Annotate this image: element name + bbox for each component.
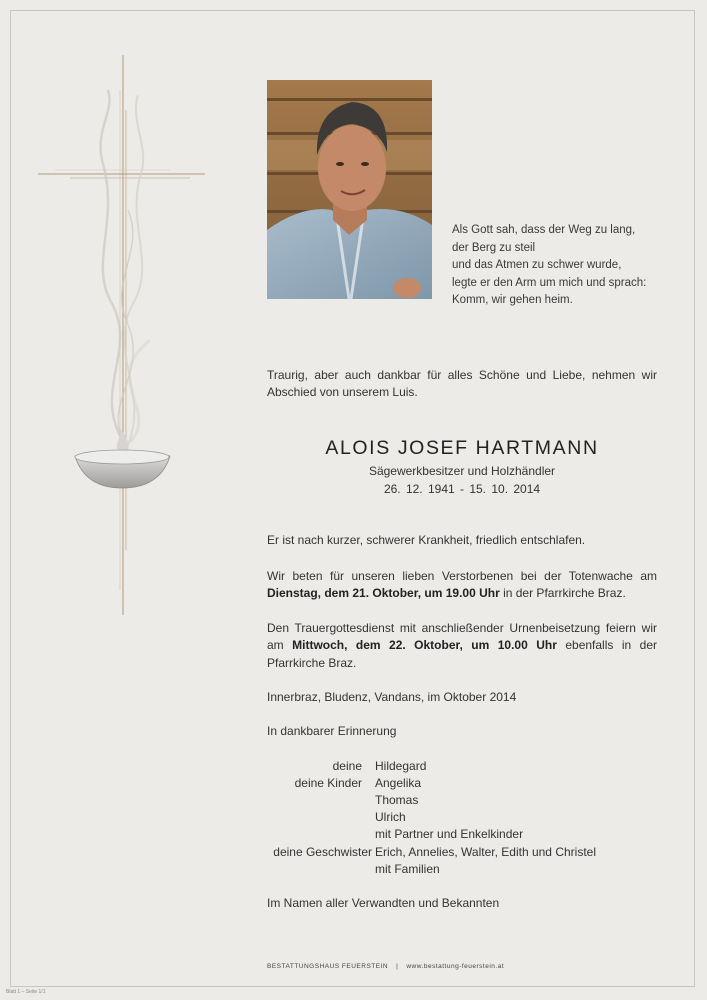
- paragraph-funeral: [267, 620, 657, 672]
- wake-location: in der Pfarrkirche Braz.: [499, 586, 626, 601]
- funeral-date: Mittwoch, dem 22. Oktober, um 10.00 Uhr: [292, 638, 557, 653]
- funeral-intro: Den Trauergottesdienst mit anschließender Urnenbeisetzung feiern wir am: [267, 621, 657, 653]
- family-child: Angelika: [375, 776, 422, 790]
- poem-line: Als Gott sah, dass der Weg zu lang,: [452, 224, 636, 236]
- poem-line: der Berg zu steil: [452, 241, 536, 254]
- family-siblings-note: mit Familien: [375, 862, 440, 876]
- family-child: Thomas: [375, 793, 419, 807]
- poem: [452, 222, 692, 310]
- cross-and-flame-icon: [30, 50, 220, 630]
- family-label-children: deine Kinder: [294, 776, 362, 790]
- footer-separator: |: [396, 963, 399, 970]
- wake-date: Dienstag, dem 21. Oktober, um 19.00 Uhr: [267, 586, 500, 601]
- wake-intro: Wir beten für unseren lieben Verstorbenen bei der Totenwache am: [267, 569, 657, 583]
- family-child: Ulrich: [375, 810, 406, 824]
- intro-text: Traurig, aber auch dankbar für alles Schöne und Liebe, nehmen wir Abschied von unserem Luis.: [267, 368, 657, 399]
- closing-line: Im Namen aller Verwandten und Bekannten: [267, 896, 500, 910]
- remembrance-line: In dankbarer Erinnerung: [267, 724, 397, 738]
- paragraph-passing: Er ist nach kurzer, schwerer Krankheit, friedlich entschlafen.: [267, 533, 586, 547]
- poem-line: Komm, wir gehen heim.: [452, 294, 573, 307]
- page-label: Blatt 1 – Seite 1/1: [6, 989, 46, 995]
- poem-line: legte er den Arm um mich und sprach:: [452, 276, 647, 289]
- place-and-date: Innerbraz, Bludenz, Vandans, im Oktober 2014: [267, 690, 517, 704]
- deceased-name: ALOIS JOSEF HARTMANN: [325, 437, 599, 459]
- family-wife: Hildegard: [375, 759, 427, 773]
- funeral-location: ebenfalls in der Pfarrkirche Braz.: [267, 638, 657, 670]
- family-siblings: Erich, Annelies, Walter, Edith und Christel: [375, 845, 596, 859]
- deceased-dates: 26. 12. 1941 - 15. 10. 2014: [383, 482, 541, 496]
- family-child-note: mit Partner und Enkelkinder: [375, 827, 524, 841]
- footer-website[interactable]: www.bestattung-feuerstein.at: [406, 963, 505, 970]
- portrait-photo: [267, 80, 432, 299]
- family-label-siblings: deine Geschwister: [273, 845, 372, 859]
- family-label-wife: deine: [332, 759, 362, 773]
- footer-company: BESTATTUNGSHAUS FEUERSTEIN: [267, 963, 389, 970]
- paragraph-wake: [267, 568, 657, 603]
- poem-line: und das Atmen zu schwer wurde,: [452, 259, 622, 272]
- footer: [267, 963, 567, 970]
- deceased-profession: Sägewerkbesitzer und Holzhändler: [368, 464, 556, 478]
